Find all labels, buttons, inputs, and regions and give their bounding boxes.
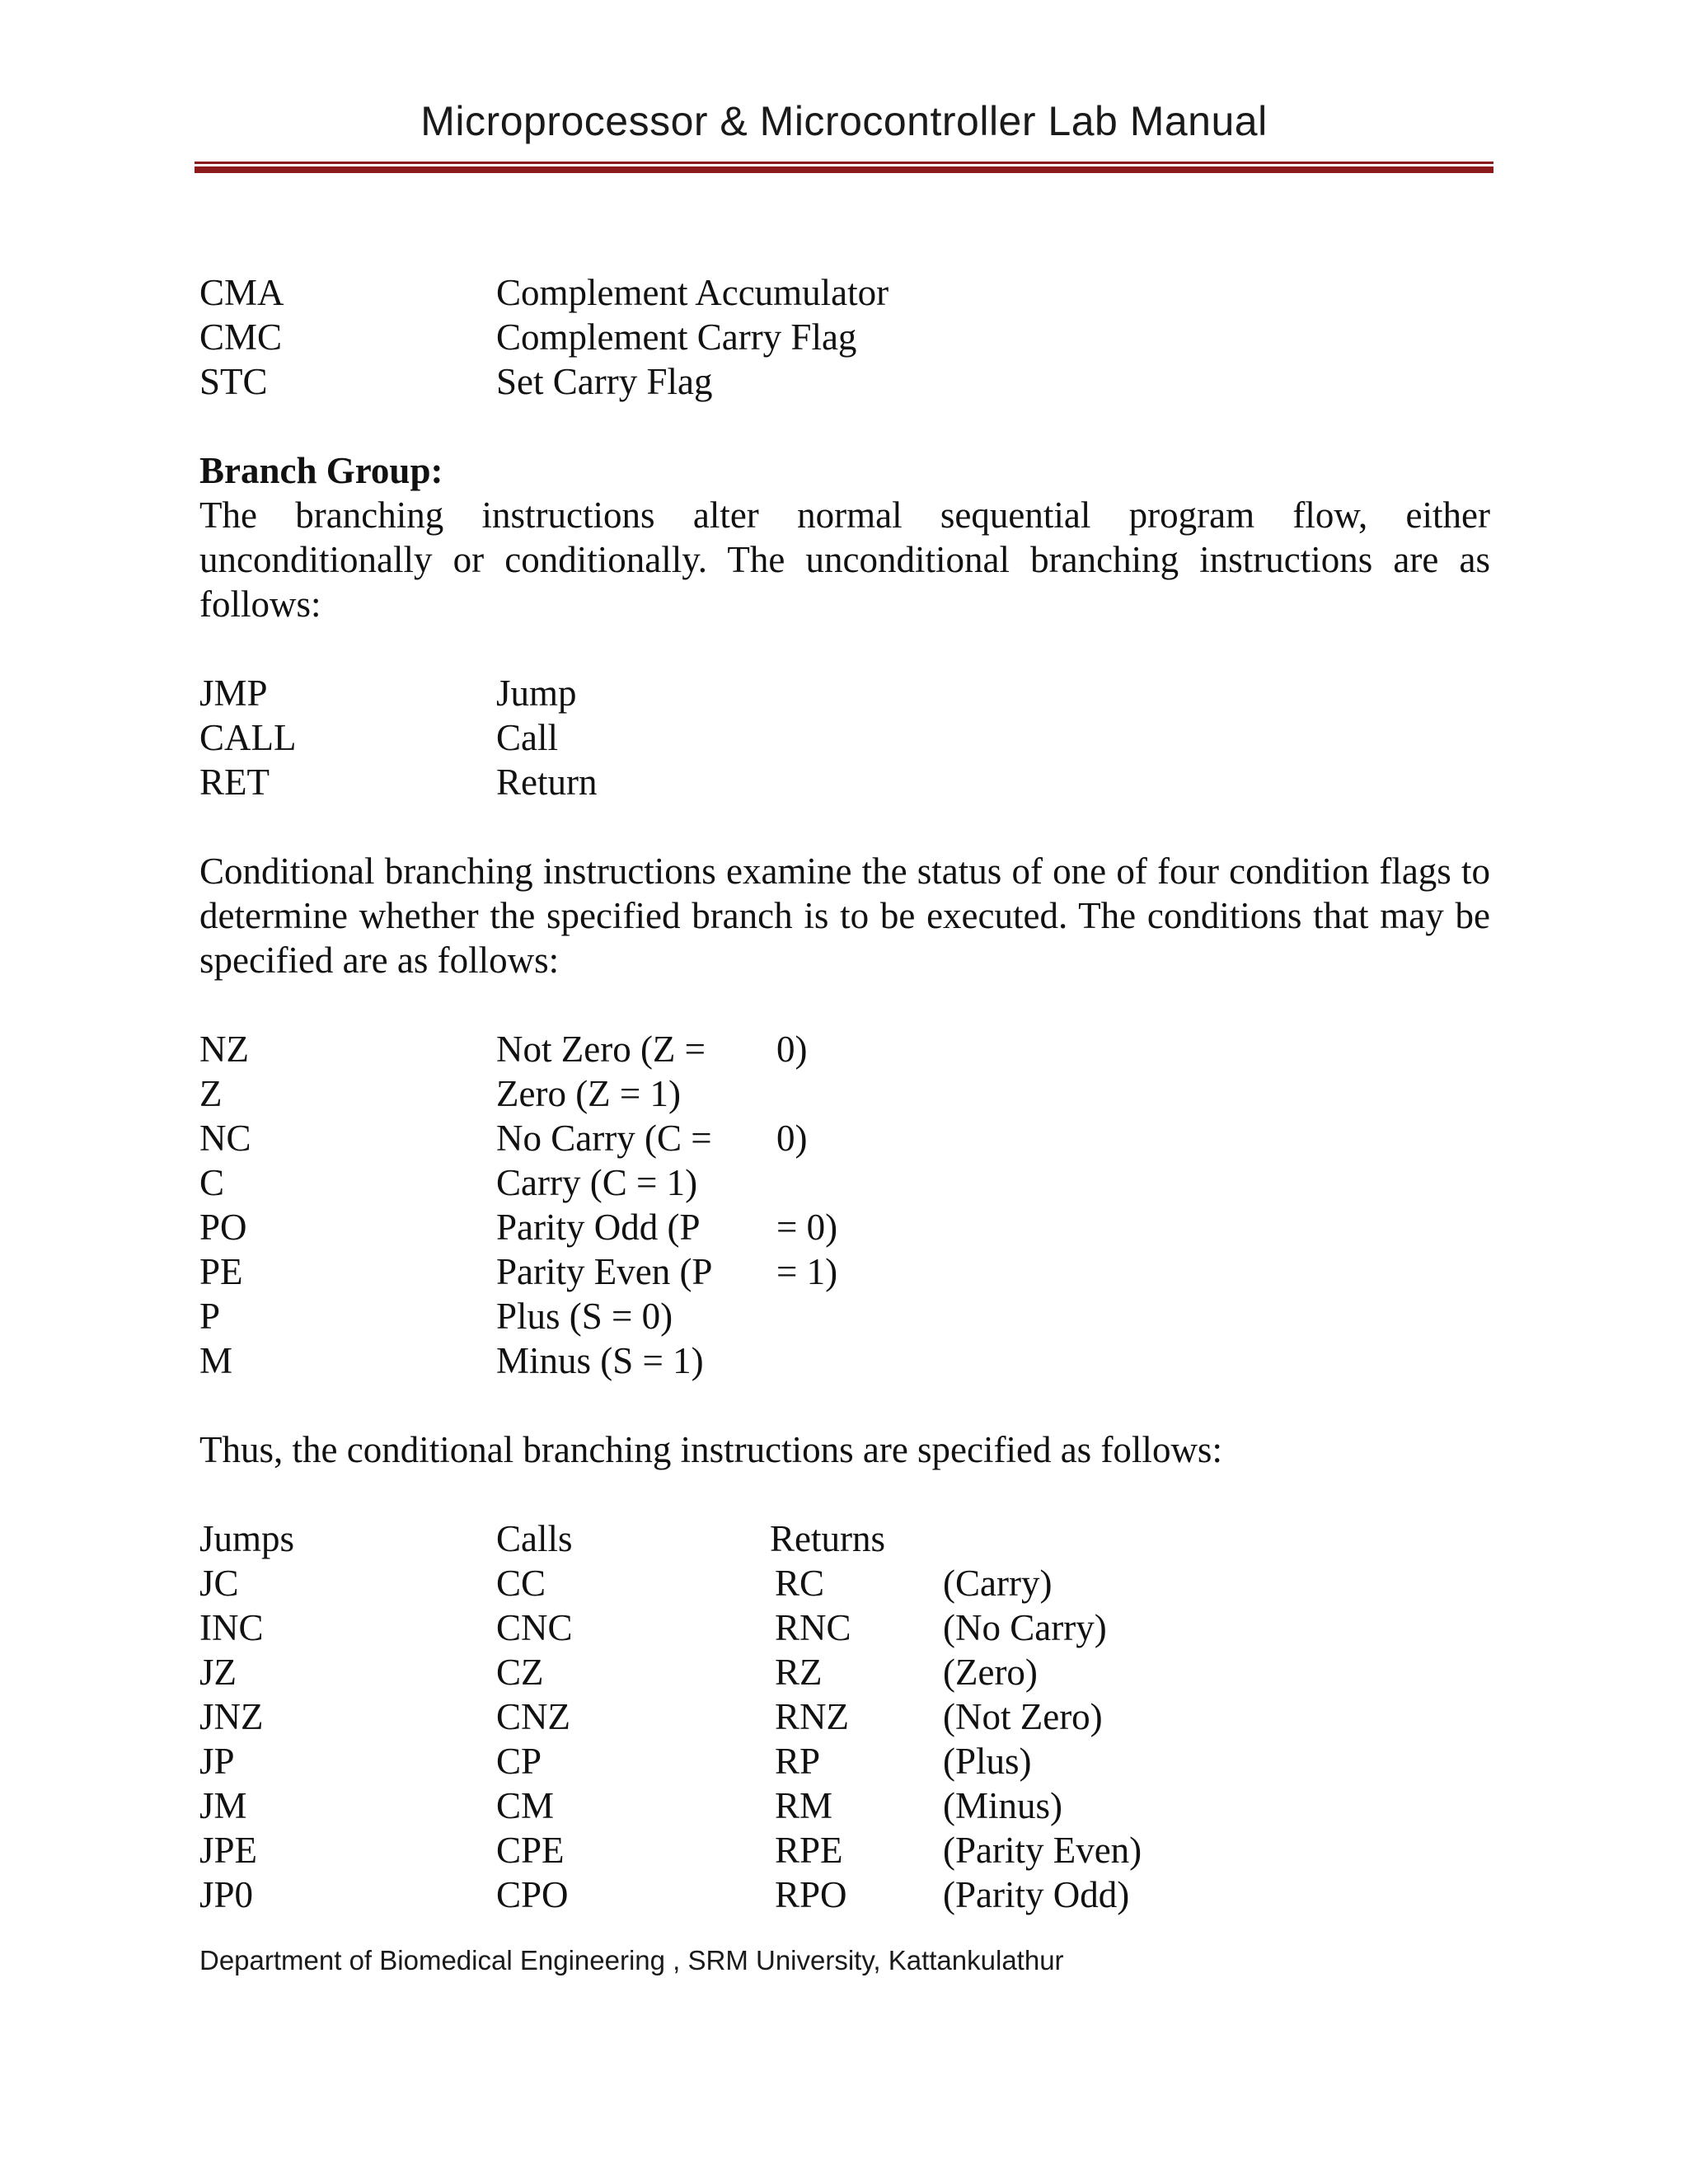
condition-value: = 1): [776, 1251, 838, 1292]
table-row: [199, 1694, 1490, 1739]
condition-description: Parity Odd (P: [496, 1207, 701, 1248]
call-cell: CPO: [496, 1874, 569, 1915]
unconditional-branch-list: [199, 671, 1490, 804]
mnemonic: CMA: [199, 272, 284, 313]
return-cell: RPO: [775, 1874, 847, 1915]
condition-code: NC: [199, 1118, 251, 1159]
condition-value: 0): [776, 1029, 808, 1070]
return-cell: RM: [775, 1785, 833, 1826]
list-item: [199, 1116, 1490, 1160]
condition-list: [199, 1027, 1490, 1383]
call-cell: CNC: [496, 1607, 573, 1648]
description: Complement Carry Flag: [496, 316, 857, 358]
description: Return: [496, 762, 598, 803]
jump-cell: JNZ: [199, 1696, 264, 1737]
call-cell: CP: [496, 1741, 542, 1782]
meaning-cell: (Plus): [943, 1741, 1032, 1782]
logic-instruction-list: [199, 270, 1490, 404]
conditional-intro-paragraph: Conditional branching instructions examine the status of one of four condition flags to determine whether the specified branch is to be executed. The conditions that may be specified are as follows:: [199, 851, 1490, 981]
meaning-cell: (Zero): [943, 1652, 1038, 1693]
spacer: [199, 1383, 1490, 1427]
meaning-cell: (Not Zero): [943, 1696, 1103, 1737]
spacer: [199, 1472, 1490, 1516]
header-rule-thick: [195, 166, 1493, 173]
column-header-calls: Calls: [496, 1518, 573, 1559]
table-row: [199, 1561, 1490, 1605]
condition-value: 0): [776, 1118, 808, 1159]
return-cell: RC: [775, 1563, 825, 1604]
summary-intro: Thus, the conditional branching instructions are specified as follows:: [199, 1429, 1222, 1470]
description: Set Carry Flag: [496, 361, 713, 402]
description: Call: [496, 717, 558, 758]
condition-description: Zero (Z = 1): [496, 1073, 682, 1114]
page-content: [199, 270, 1490, 1917]
mnemonic: STC: [199, 361, 268, 402]
description: Complement Accumulator: [496, 272, 889, 313]
return-cell: RZ: [775, 1652, 823, 1693]
meaning-cell: (Minus): [943, 1785, 1062, 1826]
condition-code: PE: [199, 1251, 243, 1292]
spacer: [199, 626, 1490, 671]
condition-code: C: [199, 1162, 225, 1203]
list-item: [199, 315, 1490, 359]
jump-cell: JP0: [199, 1874, 254, 1915]
mnemonic: JMP: [199, 673, 268, 714]
description: Jump: [496, 673, 577, 714]
call-cell: CZ: [496, 1652, 544, 1693]
list-item: [199, 359, 1490, 404]
meaning-cell: (Parity Odd): [943, 1874, 1130, 1915]
list-item: [199, 671, 1490, 715]
meaning-cell: (Carry): [943, 1563, 1053, 1604]
page-footer: Department of Biomedical Engineering , SRM University, Kattankulathur: [199, 1945, 1064, 1975]
condition-code: PO: [199, 1207, 247, 1248]
condition-code: P: [199, 1296, 221, 1337]
meaning-cell: (Parity Even): [943, 1830, 1142, 1871]
list-item: [199, 760, 1490, 804]
conditional-branch-table: [199, 1516, 1490, 1917]
mnemonic: RET: [199, 762, 270, 803]
section-heading: Branch Group:: [199, 450, 443, 491]
table-row: [199, 1872, 1490, 1917]
mnemonic: CALL: [199, 717, 297, 758]
list-item: [199, 1338, 1490, 1383]
call-cell: CNZ: [496, 1696, 570, 1737]
call-cell: CPE: [496, 1830, 565, 1871]
call-cell: CM: [496, 1785, 555, 1826]
list-item: [199, 1249, 1490, 1294]
call-cell: CC: [496, 1563, 546, 1604]
list-item: [199, 1071, 1490, 1116]
condition-value: = 0): [776, 1207, 838, 1248]
condition-description: Carry (C = 1): [496, 1162, 698, 1203]
list-item: [199, 1205, 1490, 1249]
column-header-jumps: Jumps: [199, 1518, 295, 1559]
jump-cell: JZ: [199, 1652, 237, 1693]
column-header-returns: Returns: [770, 1518, 885, 1559]
condition-description: No Carry (C =: [496, 1118, 712, 1159]
spacer: [199, 982, 1490, 1027]
table-row: [199, 1650, 1490, 1694]
condition-description: Parity Even (P: [496, 1251, 713, 1292]
spacer: [199, 804, 1490, 849]
jump-cell: JM: [199, 1785, 247, 1826]
list-item: [199, 715, 1490, 760]
list-item: [199, 270, 1490, 315]
condition-code: Z: [199, 1073, 223, 1114]
spacer: [199, 404, 1490, 448]
return-cell: RPE: [775, 1830, 843, 1871]
return-cell: RP: [775, 1741, 821, 1782]
header-title: Microprocessor & Microcontroller Lab Manual: [420, 98, 1268, 144]
meaning-cell: (No Carry): [943, 1607, 1107, 1648]
jump-cell: JC: [199, 1563, 239, 1604]
return-cell: RNC: [775, 1607, 851, 1648]
list-item: [199, 1027, 1490, 1071]
jump-cell: JP: [199, 1741, 235, 1782]
return-cell: RNZ: [775, 1696, 849, 1737]
condition-description: Plus (S = 0): [496, 1296, 673, 1337]
jump-cell: JPE: [199, 1830, 258, 1871]
table-row: [199, 1783, 1490, 1828]
condition-code: M: [199, 1340, 233, 1381]
header-rule-thin: [195, 162, 1493, 164]
table-row: [199, 1828, 1490, 1872]
table-header-row: [199, 1516, 1490, 1561]
list-item: [199, 1294, 1490, 1338]
jump-cell: INC: [199, 1607, 264, 1648]
list-item: [199, 1160, 1490, 1205]
table-row: [199, 1605, 1490, 1650]
condition-description: Minus (S = 1): [496, 1340, 704, 1381]
condition-code: NZ: [199, 1029, 249, 1070]
mnemonic: CMC: [199, 316, 283, 358]
branch-intro-paragraph: The branching instructions alter normal sequential program flow, either unconditionally or conditionally. The unconditional branching instructions are as follows:: [199, 494, 1490, 625]
condition-description: Not Zero (Z =: [496, 1029, 706, 1070]
table-row: [199, 1739, 1490, 1783]
